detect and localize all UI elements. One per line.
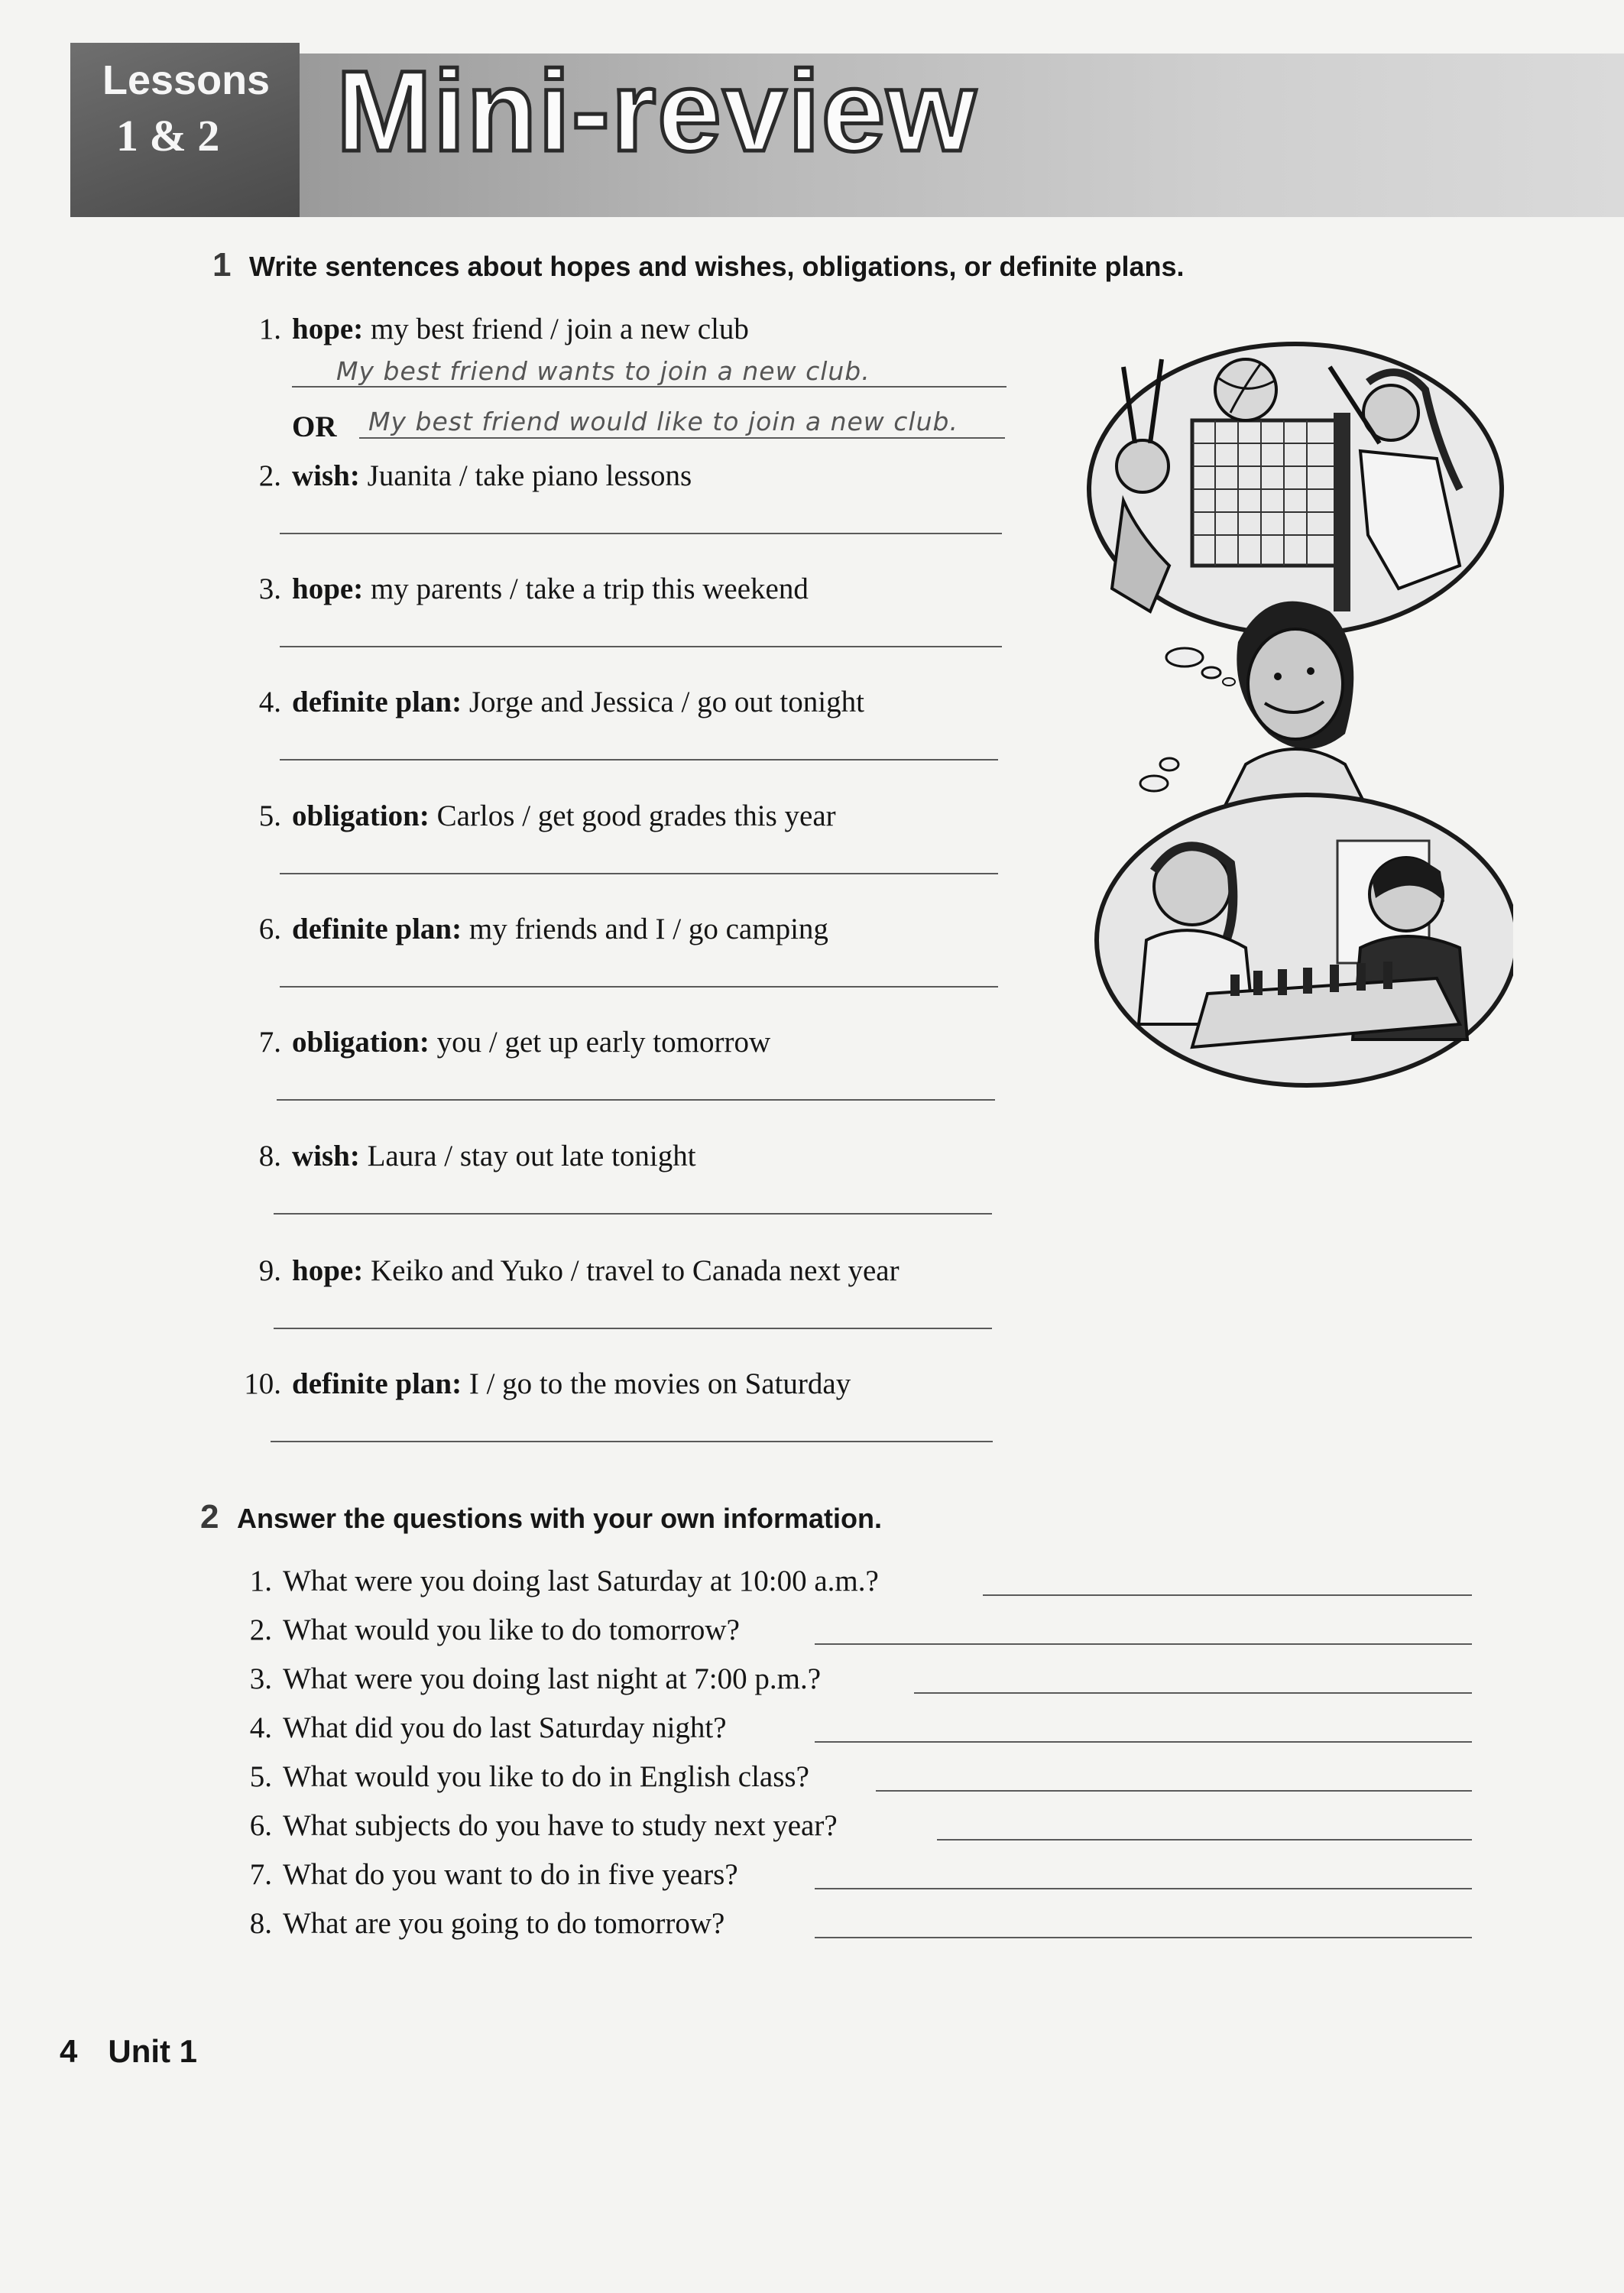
exercise1-item-5 [241,799,836,833]
exercise1-number: 1 [212,246,232,284]
item-prompt: my friends and I / go camping [468,913,828,945]
exercise2-question-4 [241,1711,727,1745]
exercise2-question-8 [241,1906,724,1941]
item-key: obligation: [292,1026,430,1059]
item-key: wish: [292,1140,360,1172]
answer-line-q8[interactable] [815,1937,1472,1938]
item-prompt: you / get up early tomorrow [436,1026,771,1059]
item-number: 9. [258,1254,281,1287]
answer-line-q7[interactable] [815,1888,1472,1889]
item-key: definite plan: [292,913,462,945]
exercise1-item-4 [241,685,864,719]
answer-line-q1[interactable] [983,1594,1472,1596]
question-number: 6. [249,1809,272,1842]
answer-line-q5[interactable] [876,1790,1472,1792]
answer-line-10[interactable] [271,1441,993,1442]
answer-line-1b[interactable] [359,437,1005,439]
answer-line-q4[interactable] [815,1741,1472,1743]
item-number: 1. [258,313,281,345]
exercise2-question-3 [241,1662,821,1696]
illustration-girl-thinking [1078,336,1513,1146]
item-number: 3. [258,572,281,605]
answer-line-7[interactable] [277,1099,995,1101]
thinking-girl [1223,602,1368,810]
exercise1-item-1 [241,312,749,346]
exercise1-item-7 [241,1025,770,1059]
answer-line-q2[interactable] [815,1643,1472,1645]
answer-line-q3[interactable] [914,1692,1472,1694]
item-key: definite plan: [292,686,462,718]
question-text: What do you want to do in five years? [283,1858,738,1891]
item-prompt: Carlos / get good grades this year [436,799,836,832]
example-answer-2: My best friend would like to join a new club. [368,407,958,436]
answer-line-9[interactable] [274,1328,992,1329]
question-text: What were you doing last night at 7:00 p.m.? [283,1662,822,1695]
item-key: obligation: [292,799,430,832]
item-number: 6. [258,913,281,945]
exercise2-heading [200,1498,882,1536]
thought-bubble-chess [1097,795,1513,1085]
thought-bubble-volleyball [1089,344,1502,634]
item-key: hope: [292,572,364,605]
exercise1-instruction: Write sentences about hopes and wishes, obligations, or definite plans. [249,251,1185,282]
exercise2-question-5 [241,1759,809,1794]
page-number: 4 [60,2033,78,2069]
question-text: What subjects do you have to study next year? [283,1809,838,1842]
question-number: 5. [249,1760,272,1793]
exercise1-heading [212,246,1185,284]
lessons-badge [70,43,300,217]
lessons-numbers: 1 & 2 [116,111,220,161]
item-number: 2. [258,459,281,492]
answer-line-2[interactable] [280,533,1002,534]
exercise1-item-3 [241,572,809,606]
exercise2-number: 2 [200,1498,219,1536]
item-number: 8. [258,1140,281,1172]
item-key: hope: [292,1254,364,1287]
answer-line-1a[interactable] [292,386,1006,388]
question-number: 7. [249,1858,272,1891]
item-number: 7. [258,1026,281,1059]
item-prompt: my best friend / join a new club [370,313,749,345]
item-prompt: Jorge and Jessica / go out tonight [468,686,864,718]
question-text: What would you like to do in English class? [283,1760,809,1793]
or-label: OR [292,410,337,443]
question-number: 3. [249,1662,272,1695]
question-text: What would you like to do tomorrow? [283,1614,740,1646]
item-prompt: Keiko and Yuko / travel to Canada next year [370,1254,900,1287]
item-key: wish: [292,459,360,492]
exercise2-instruction: Answer the questions with your own information. [237,1503,883,1534]
answer-line-8[interactable] [274,1213,992,1215]
answer-line-6[interactable] [280,986,998,988]
item-key: definite plan: [292,1367,462,1400]
example-answer-1: My best friend wants to join a new club. [336,356,870,386]
item-prompt: Juanita / take piano lessons [367,459,692,492]
question-text: What were you doing last Saturday at 10:00 a.m.? [283,1565,879,1597]
exercise1-item-10 [226,1367,851,1401]
exercise1-item-6 [241,912,828,946]
question-text: What did you do last Saturday night? [283,1711,727,1744]
page-footer [60,2033,197,2070]
item-key: hope: [292,313,364,345]
answer-line-5[interactable] [280,873,998,874]
page-title: Mini-review [336,47,977,175]
item-number: 10. [244,1367,281,1400]
item-number: 4. [258,686,281,718]
answer-line-4[interactable] [280,759,998,761]
question-number: 2. [249,1614,272,1646]
item-prompt: I / go to the movies on Saturday [468,1367,851,1400]
exercise1-item-9 [241,1254,900,1288]
answer-line-3[interactable] [280,646,1002,647]
exercise1-item-8 [241,1139,696,1173]
question-text: What are you going to do tomorrow? [283,1907,725,1940]
exercise2-question-7 [241,1857,738,1892]
question-number: 8. [249,1907,272,1940]
exercise2-question-2 [241,1613,740,1647]
unit-label: Unit 1 [108,2033,198,2069]
answer-line-q6[interactable] [937,1839,1472,1841]
exercise2-question-6 [241,1808,838,1843]
question-number: 4. [249,1711,272,1744]
item-prompt: my parents / take a trip this weekend [370,572,809,605]
lessons-word: Lessons [102,57,271,103]
exercise1-item-2 [241,459,692,493]
item-number: 5. [258,799,281,832]
exercise2-question-1 [241,1564,879,1598]
question-number: 1. [249,1565,272,1597]
item-prompt: Laura / stay out late tonight [367,1140,696,1172]
